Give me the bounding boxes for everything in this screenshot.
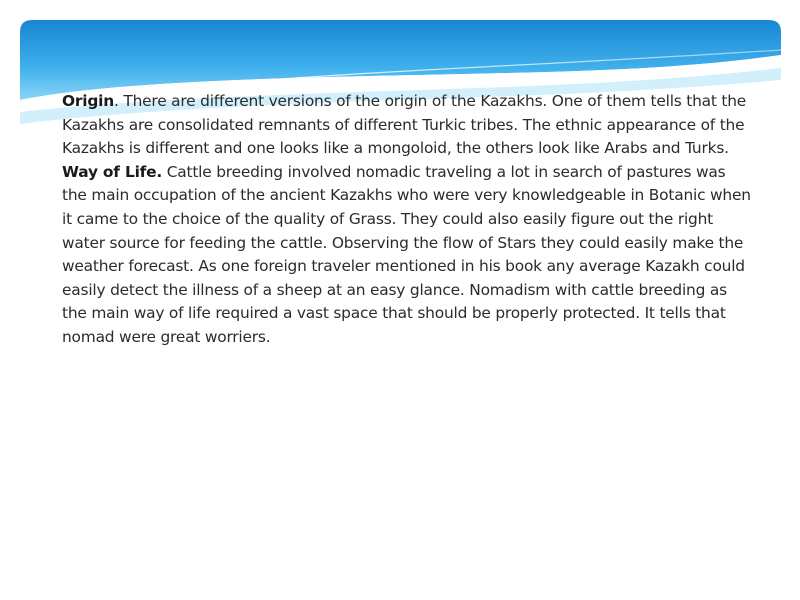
origin-text: . There are different versions of the origin of the Kazakhs. One of them tells that the Kazakhs are consolidated remnants of different Turkic tribes. The ethnic appearance of the Kazakhs is different and one looks like a mongoloid, the others look like Arabs and Turks. [62,92,747,158]
origin-heading: Origin [62,92,114,110]
way-of-life-text: Cattle breeding involved nomadic traveling a lot in search of pastures was the main occupation of the ancient Kazakhs who were very knowledgeable in Botanic when it came to the choice of the quality of Grass. They could also easily figure out the right water source for feeding the cattle. Observing the flow of Stars they could easily make the weather forecast. As one foreign traveler mentioned in his book any average Kazakh could easily detect the illness of a sheep at an easy glance. Nomadism with cattle breeding as the main way of life required a vast space that should be properly protected. It tells that nomad were great worriers. [62,162,751,346]
origin-paragraph [62,90,752,161]
way-of-life-paragraph [62,161,752,350]
body-text [62,90,752,350]
way-of-life-heading: Way of Life. [62,162,163,181]
